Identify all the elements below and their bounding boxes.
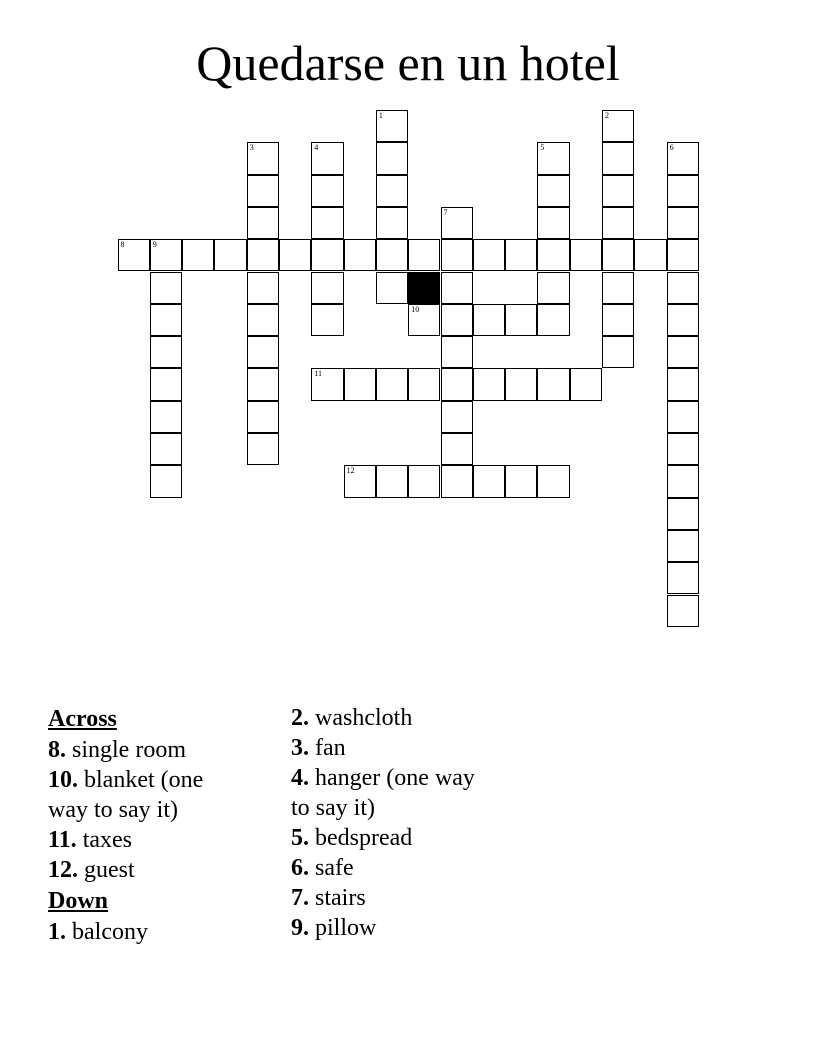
crossword-cell[interactable] <box>537 465 569 497</box>
crossword-cell[interactable] <box>376 239 408 271</box>
clue-item-number: 9. <box>291 915 309 941</box>
clue-item <box>48 917 248 947</box>
clue-item-number: 1. <box>48 919 66 945</box>
crossword-cell[interactable] <box>537 175 569 207</box>
crossword-cell[interactable] <box>537 304 569 336</box>
crossword-cell[interactable] <box>473 368 505 400</box>
clue-item-number: 2. <box>291 705 309 731</box>
clue-item <box>291 853 491 883</box>
crossword-cell[interactable] <box>279 239 311 271</box>
crossword-cell[interactable] <box>602 336 634 368</box>
down-clue-list-continued <box>291 703 491 943</box>
crossword-cell[interactable] <box>247 142 279 174</box>
clue-number: 2 <box>605 111 609 120</box>
crossword-cell[interactable] <box>150 433 182 465</box>
clue-item <box>291 883 491 913</box>
clue-number: 7 <box>443 207 448 217</box>
crossword-cell[interactable] <box>667 336 699 368</box>
crossword-cell[interactable] <box>247 336 279 368</box>
crossword-cell[interactable] <box>473 465 505 497</box>
crossword-cell[interactable] <box>441 336 473 368</box>
crossword-cell[interactable] <box>537 368 569 400</box>
clue-item-text: stairs <box>315 885 366 911</box>
clue-item-text: guest <box>84 857 135 883</box>
crossword-cell[interactable] <box>150 336 182 368</box>
crossword-cell[interactable] <box>602 304 634 336</box>
clue-item-text: bedspread <box>315 825 413 851</box>
crossword-cell[interactable] <box>602 207 634 239</box>
crossword-cell[interactable] <box>247 272 279 304</box>
crossword-cell[interactable] <box>570 239 602 271</box>
crossword-cell[interactable] <box>344 239 376 271</box>
crossword-cell[interactable] <box>247 175 279 207</box>
crossword-cell[interactable] <box>118 239 150 271</box>
crossword-cell[interactable] <box>602 175 634 207</box>
crossword-cell[interactable] <box>441 465 473 497</box>
clue-number: 9 <box>152 240 157 250</box>
crossword-cell[interactable] <box>441 433 473 465</box>
clue-item-text: single room <box>72 737 186 763</box>
clue-item-number: 5. <box>291 825 309 851</box>
crossword-cell[interactable] <box>408 465 440 497</box>
crossword-cell[interactable] <box>634 239 666 271</box>
clue-item-number: 3. <box>291 735 309 761</box>
crossword-cell[interactable] <box>376 175 408 207</box>
clue-number: 4 <box>314 143 319 153</box>
clue-item-text: fan <box>315 735 346 761</box>
crossword-cell[interactable] <box>667 498 699 530</box>
clue-item-number: 7. <box>291 885 309 911</box>
clue-item <box>291 823 491 853</box>
page-title: Quedarse en un hotel <box>196 35 620 91</box>
crossword-cell[interactable] <box>667 562 699 594</box>
crossword-cell[interactable] <box>667 239 699 271</box>
crossword-cell[interactable] <box>311 175 343 207</box>
crossword-cell[interactable] <box>667 304 699 336</box>
clue-item-number: 10. <box>48 767 78 793</box>
clue-item-text: taxes <box>82 827 132 853</box>
clue-item <box>291 703 491 733</box>
crossword-cell[interactable] <box>311 272 343 304</box>
crossword-cell[interactable] <box>150 401 182 433</box>
clue-item <box>48 855 248 885</box>
down-heading: Down <box>48 888 109 914</box>
crossword-cell[interactable] <box>441 368 473 400</box>
clue-number: 3 <box>249 143 254 153</box>
crossword-cell[interactable] <box>182 239 214 271</box>
crossword-cell[interactable] <box>667 272 699 304</box>
crossword-black-cell <box>408 272 440 304</box>
crossword-cell[interactable] <box>667 175 699 207</box>
crossword-cell[interactable] <box>344 465 376 497</box>
clue-item-text: safe <box>315 855 354 881</box>
crossword-cell[interactable] <box>441 304 473 336</box>
crossword-cell[interactable] <box>473 304 505 336</box>
crossword-cell[interactable] <box>537 142 569 174</box>
crossword-cell[interactable] <box>505 465 537 497</box>
crossword-cell[interactable] <box>247 239 279 271</box>
crossword-cell[interactable] <box>376 207 408 239</box>
clue-item-text: washcloth <box>315 705 413 731</box>
crossword-cell[interactable] <box>376 142 408 174</box>
clue-number: 12 <box>346 466 355 476</box>
clue-item <box>48 825 248 855</box>
clue-item-number: 6. <box>291 855 309 881</box>
crossword-cell[interactable] <box>667 368 699 400</box>
crossword-cell[interactable] <box>667 595 699 627</box>
crossword-cell[interactable] <box>505 239 537 271</box>
crossword-cell[interactable] <box>602 110 634 142</box>
crossword-cell[interactable] <box>667 433 699 465</box>
crossword-cell[interactable] <box>441 207 473 239</box>
crossword-cell[interactable] <box>667 207 699 239</box>
crossword-cell[interactable] <box>214 239 246 271</box>
clue-item-text: balcony <box>72 919 148 945</box>
crossword-cell[interactable] <box>376 272 408 304</box>
clue-item <box>291 913 491 943</box>
crossword-cell[interactable] <box>311 142 343 174</box>
crossword-cell[interactable] <box>570 368 602 400</box>
clue-item <box>291 733 491 763</box>
clue-item-number: 12. <box>48 857 78 883</box>
crossword-cell[interactable] <box>376 465 408 497</box>
crossword-cell[interactable] <box>150 368 182 400</box>
crossword-cell[interactable] <box>602 239 634 271</box>
crossword-cell[interactable] <box>537 239 569 271</box>
crossword-cell[interactable] <box>505 368 537 400</box>
crossword-cell[interactable] <box>602 272 634 304</box>
clue-number: 8 <box>120 240 125 250</box>
down-clue-list <box>48 917 248 947</box>
clue-column-right <box>291 703 491 943</box>
crossword-cell[interactable] <box>311 207 343 239</box>
crossword-cell[interactable] <box>408 368 440 400</box>
crossword-cell[interactable] <box>344 368 376 400</box>
clue-number: 6 <box>669 143 674 153</box>
clue-item <box>48 765 248 825</box>
crossword-cell[interactable] <box>505 304 537 336</box>
clue-column-left <box>48 703 248 947</box>
crossword-cell[interactable] <box>311 239 343 271</box>
crossword-cell[interactable] <box>441 239 473 271</box>
crossword-cell[interactable] <box>408 239 440 271</box>
crossword-cell[interactable] <box>247 433 279 465</box>
crossword-cell[interactable] <box>473 239 505 271</box>
clue-item-number: 8. <box>48 737 66 763</box>
crossword-cell[interactable] <box>376 368 408 400</box>
crossword-cell[interactable] <box>311 304 343 336</box>
clue-item <box>291 763 491 823</box>
crossword-cell[interactable] <box>247 304 279 336</box>
crossword-cell[interactable] <box>408 304 440 336</box>
crossword-cell[interactable] <box>441 272 473 304</box>
crossword-cell[interactable] <box>311 368 343 400</box>
clue-number: 5 <box>540 143 545 153</box>
crossword-cell[interactable] <box>602 142 634 174</box>
clue-item-number: 11. <box>48 827 77 853</box>
crossword-cell[interactable] <box>537 207 569 239</box>
crossword-cell[interactable] <box>150 239 182 271</box>
crossword-cell[interactable] <box>247 401 279 433</box>
clue-number: 10 <box>411 304 420 314</box>
crossword-cell[interactable] <box>441 401 473 433</box>
clue-item-text: hanger (one way to say it) <box>291 765 475 821</box>
crossword-cell[interactable] <box>667 142 699 174</box>
clue-item-text: pillow <box>315 915 377 941</box>
crossword-cell[interactable] <box>667 465 699 497</box>
crossword-cell[interactable] <box>150 304 182 336</box>
crossword-cell[interactable] <box>667 401 699 433</box>
clue-item-number: 4. <box>291 765 309 791</box>
clue-number: 1 <box>378 111 383 120</box>
crossword-cell[interactable] <box>247 207 279 239</box>
clue-item-text: blanket (one way to say it) <box>48 767 204 823</box>
crossword-cell[interactable] <box>376 110 408 142</box>
crossword-cell[interactable] <box>150 272 182 304</box>
clue-item <box>48 735 248 765</box>
clue-number: 11 <box>314 369 322 379</box>
crossword-cell[interactable] <box>150 465 182 497</box>
across-clue-list <box>48 735 248 885</box>
crossword-cell[interactable] <box>667 530 699 562</box>
crossword-cell[interactable] <box>247 368 279 400</box>
crossword-cell[interactable] <box>537 272 569 304</box>
across-heading: Across <box>48 706 117 732</box>
